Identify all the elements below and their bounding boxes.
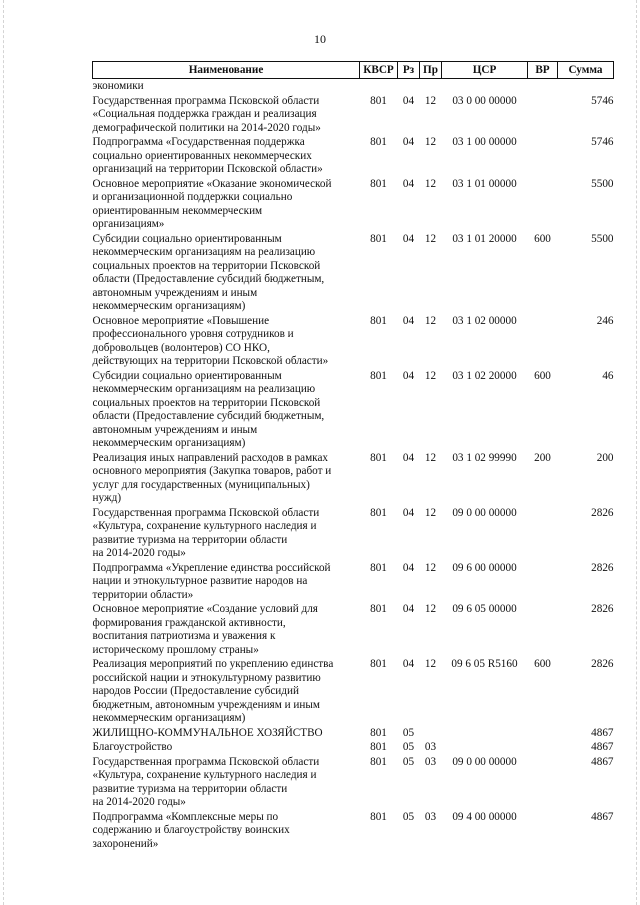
cell-rz: 04 <box>402 314 415 327</box>
cell-name-line: бюджетным, автономным учреждениям и иным <box>92 698 320 711</box>
cell-csr <box>442 79 528 94</box>
cell-name-line: формирования гражданской активности, <box>92 616 286 629</box>
cell-name-line: Реализация иных направлений расходов в рамках <box>92 451 329 464</box>
cell-name-line: Подпрограмма «Комплексные меры по <box>92 810 279 823</box>
cell-vr: 600 <box>534 232 551 245</box>
cell-sum <box>558 79 614 94</box>
cell-kvsr <box>360 79 398 94</box>
cell-name-line: воспитания патриотизма и уважения к <box>92 630 276 642</box>
cell-name <box>93 561 360 603</box>
cell-kvsr: 801 <box>370 314 387 327</box>
cell-name <box>93 451 360 506</box>
cell-vr <box>528 94 558 136</box>
cell-name-line: области (Предоставление субсидий бюджетным, <box>92 410 325 422</box>
table-row <box>93 726 614 741</box>
page-edge-left <box>3 0 4 905</box>
budget-table <box>92 61 614 851</box>
cell-kvsr: 801 <box>370 177 387 190</box>
cell-vr <box>528 740 558 755</box>
cell-name-line: Благоустройство <box>92 741 173 753</box>
cell-sum: 4867 <box>591 741 614 753</box>
cell-name <box>93 232 360 314</box>
cell-sum: 5746 <box>591 136 614 148</box>
cell-kvsr: 801 <box>370 726 387 739</box>
cell-name-line: добровольцев (волонтеров) СО НКО, <box>92 341 270 354</box>
cell-kvsr: 801 <box>370 741 387 753</box>
page-edge-right <box>636 0 637 905</box>
cell-name-line: нации и этнокультурное развитие народов на <box>92 575 308 587</box>
cell-name-line: автономным учреждениям и иным <box>92 286 258 299</box>
cell-pr <box>420 79 442 94</box>
cell-csr: 03 1 02 20000 <box>452 369 517 382</box>
cell-name-line: услуг для государственных (муниципальных) <box>92 478 310 491</box>
cell-kvsr: 801 <box>370 369 387 382</box>
cell-kvsr: 801 <box>370 755 387 768</box>
cell-rz: 04 <box>402 603 415 615</box>
cell-name-line: действующих на территории Псковской области» <box>92 355 329 367</box>
cell-name-line: историческому прошлому страны» <box>92 643 259 656</box>
cell-csr: 09 6 05 00000 <box>452 603 517 615</box>
cell-name-line: «Культура, сохранение культурного наследия и <box>92 520 317 532</box>
cell-pr: 12 <box>424 451 437 464</box>
cell-name <box>93 755 360 810</box>
cell-sum: 246 <box>596 314 614 327</box>
cell-name-line: народов России (Предоставление субсидий <box>92 685 299 697</box>
cell-csr: 09 0 00 00000 <box>452 506 517 519</box>
table-row <box>93 755 614 810</box>
cell-name-line: ЖИЛИЩНО-КОММУНАЛЬНОЕ ХОЗЯЙСТВО <box>92 726 323 739</box>
cell-rz: 05 <box>402 810 415 823</box>
cell-name-line: российской нации и этнокультурному развитию <box>92 671 321 684</box>
cell-vr <box>528 314 558 369</box>
cell-name-line: социально ориентированных некоммерческих <box>92 149 312 162</box>
cell-name-line: некоммерческим организациям) <box>92 437 246 449</box>
cell-name-line: организаций на территории Псковской области» <box>92 163 323 175</box>
page-number: 10 <box>314 32 326 46</box>
table-row <box>93 135 614 177</box>
cell-name-line: Государственная программа Псковской области <box>92 94 320 107</box>
cell-name-line: Основное мероприятие «Создание условий для <box>92 603 318 615</box>
cell-sum: 200 <box>596 451 614 464</box>
cell-sum: 2826 <box>591 603 614 615</box>
header-vr: ВР <box>528 62 558 79</box>
cell-name-line: социальных проектов на территории Псковской <box>92 259 321 272</box>
cell-name <box>93 810 360 852</box>
cell-rz: 05 <box>402 726 415 739</box>
cell-name-line: автономным учреждениям и иным <box>92 423 258 436</box>
cell-pr: 03 <box>424 810 437 823</box>
cell-name-line: захоронений» <box>92 837 159 850</box>
cell-vr: 600 <box>534 658 551 670</box>
cell-kvsr: 801 <box>370 451 387 464</box>
cell-rz: 04 <box>402 94 415 107</box>
cell-pr <box>420 726 442 741</box>
header-name: Наименование <box>93 62 360 79</box>
cell-sum: 2826 <box>591 658 614 670</box>
table-body <box>93 79 614 852</box>
cell-pr: 12 <box>424 603 437 615</box>
cell-name <box>93 314 360 369</box>
cell-name-line: некоммерческим организациям на реализацию <box>92 246 316 258</box>
table-row <box>93 369 614 451</box>
cell-name-line: основного мероприятия (Закупка товаров, работ и <box>92 465 332 477</box>
cell-rz: 04 <box>402 369 415 382</box>
cell-name-line: «Социальная поддержка граждан и реализация <box>92 108 317 120</box>
cell-name-line: содержанию и благоустройству воинских <box>92 824 290 836</box>
cell-name-line: организациям» <box>92 218 165 230</box>
cell-rz: 04 <box>402 506 415 519</box>
cell-kvsr: 801 <box>370 94 387 107</box>
cell-vr <box>528 602 558 657</box>
cell-csr: 09 6 00 00000 <box>452 561 517 574</box>
cell-rz: 05 <box>402 755 415 768</box>
cell-name <box>93 506 360 561</box>
cell-name-line: Подпрограмма «Укрепление единства российской <box>92 561 331 574</box>
cell-sum: 4867 <box>591 810 614 823</box>
table-row <box>93 657 614 726</box>
cell-name-line: Подпрограмма «Государственная поддержка <box>92 136 305 148</box>
cell-sum: 4867 <box>591 726 614 739</box>
header-row <box>93 62 614 79</box>
cell-kvsr: 801 <box>370 506 387 519</box>
cell-name-line: экономики <box>92 80 144 92</box>
cell-name-line: на 2014-2020 годы» <box>92 547 186 559</box>
cell-vr <box>528 561 558 603</box>
cell-pr: 12 <box>424 232 437 245</box>
cell-name-line: «Культура, сохранение культурного наследия и <box>92 769 317 781</box>
cell-csr: 03 1 01 20000 <box>452 232 517 245</box>
cell-name <box>93 726 360 741</box>
cell-name-line: некоммерческим организациям) <box>92 712 246 724</box>
table-row <box>93 506 614 561</box>
cell-sum: 2826 <box>591 506 614 519</box>
cell-sum: 5500 <box>591 232 614 245</box>
cell-pr: 03 <box>424 755 437 768</box>
cell-csr: 03 1 02 00000 <box>452 314 517 327</box>
table-row <box>93 177 614 232</box>
cell-name <box>93 135 360 177</box>
cell-name <box>93 94 360 136</box>
cell-name-line: Субсидии социально ориентированным <box>92 232 282 245</box>
cell-name-line: на 2014-2020 годы» <box>92 796 186 808</box>
cell-name-line: Государственная программа Псковской области <box>92 506 320 519</box>
cell-vr <box>528 177 558 232</box>
cell-name-line: Реализация мероприятий по укреплению единства <box>92 658 334 670</box>
cell-name-line: социальных проектов на территории Псковской <box>92 396 321 409</box>
cell-csr: 09 0 00 00000 <box>452 755 517 768</box>
cell-kvsr: 801 <box>370 561 387 574</box>
cell-pr: 12 <box>424 177 437 190</box>
cell-csr: 03 1 00 00000 <box>452 136 517 148</box>
cell-rz: 04 <box>402 561 415 574</box>
table-header <box>93 62 614 79</box>
table-row <box>93 79 614 94</box>
cell-name-line: Субсидии социально ориентированным <box>92 369 282 382</box>
cell-name-line: Государственная программа Псковской области <box>92 755 320 768</box>
cell-pr: 12 <box>424 561 437 574</box>
cell-vr <box>528 135 558 177</box>
table-row <box>93 561 614 603</box>
cell-name-line: территории области» <box>92 588 194 601</box>
cell-name <box>93 740 360 755</box>
cell-sum: 46 <box>602 369 614 382</box>
cell-kvsr: 801 <box>370 232 387 245</box>
table-row <box>93 314 614 369</box>
cell-vr <box>528 506 558 561</box>
cell-name <box>93 177 360 232</box>
cell-rz <box>398 79 420 94</box>
cell-sum: 5500 <box>591 177 614 190</box>
cell-rz: 04 <box>402 232 415 245</box>
cell-name-line: развитие туризма на территории области <box>92 782 288 795</box>
cell-name-line: и организационной поддержки социально <box>92 191 293 203</box>
cell-pr: 12 <box>424 658 437 670</box>
header-sum: Сумма <box>558 62 614 79</box>
cell-kvsr: 801 <box>370 810 387 823</box>
cell-name-line: некоммерческим организациям) <box>92 300 246 312</box>
cell-sum: 4867 <box>591 755 614 768</box>
cell-vr: 200 <box>534 451 551 464</box>
cell-name-line: области (Предоставление субсидий бюджетным, <box>92 273 325 285</box>
cell-csr: 03 1 01 00000 <box>452 177 517 190</box>
cell-sum: 5746 <box>591 94 614 107</box>
cell-rz: 04 <box>402 451 415 464</box>
cell-name-line: ориентированным некоммерческим <box>92 204 263 217</box>
cell-pr: 12 <box>424 314 437 327</box>
cell-kvsr: 801 <box>370 603 387 615</box>
cell-vr <box>528 755 558 810</box>
cell-csr: 03 0 00 00000 <box>452 94 517 107</box>
cell-sum: 2826 <box>591 561 614 574</box>
cell-name <box>93 602 360 657</box>
table-row <box>93 810 614 852</box>
cell-kvsr: 801 <box>370 136 387 148</box>
cell-rz: 05 <box>402 741 415 753</box>
cell-name-line: профессионального уровня сотрудников и <box>92 328 294 340</box>
cell-name <box>93 657 360 726</box>
cell-rz: 04 <box>402 658 415 670</box>
table-row <box>93 232 614 314</box>
header-kvsr: КВСР <box>360 62 398 79</box>
cell-name-line: Основное мероприятие «Повышение <box>92 314 270 327</box>
cell-name-line: Основное мероприятие «Оказание экономической <box>92 177 332 190</box>
cell-name <box>93 79 360 94</box>
cell-pr: 03 <box>424 741 437 753</box>
header-csr: ЦСР <box>442 62 528 79</box>
cell-csr: 09 6 05 R5160 <box>451 658 518 670</box>
table-row <box>93 602 614 657</box>
cell-vr <box>528 726 558 741</box>
cell-csr <box>442 726 528 741</box>
cell-pr: 12 <box>424 369 437 382</box>
cell-pr: 12 <box>424 506 437 519</box>
cell-vr <box>528 810 558 852</box>
cell-csr <box>442 740 528 755</box>
cell-name-line: некоммерческим организациям на реализацию <box>92 383 316 395</box>
table-row <box>93 451 614 506</box>
header-rz: Рз <box>398 62 420 79</box>
cell-vr: 600 <box>534 369 551 382</box>
cell-csr: 03 1 02 99990 <box>452 451 517 464</box>
cell-name <box>93 369 360 451</box>
cell-pr: 12 <box>424 136 437 148</box>
cell-rz: 04 <box>402 136 415 148</box>
cell-name-line: нужд) <box>92 492 122 504</box>
cell-pr: 12 <box>424 94 437 107</box>
cell-name-line: развитие туризма на территории области <box>92 533 288 546</box>
cell-csr: 09 4 00 00000 <box>452 810 517 823</box>
cell-name-line: демографической политики на 2014-2020 годы» <box>92 121 321 134</box>
header-pr: Пр <box>420 62 442 79</box>
cell-rz: 04 <box>402 177 415 190</box>
table-row <box>93 740 614 755</box>
cell-vr <box>528 79 558 94</box>
cell-kvsr: 801 <box>370 658 387 670</box>
table-row <box>93 94 614 136</box>
